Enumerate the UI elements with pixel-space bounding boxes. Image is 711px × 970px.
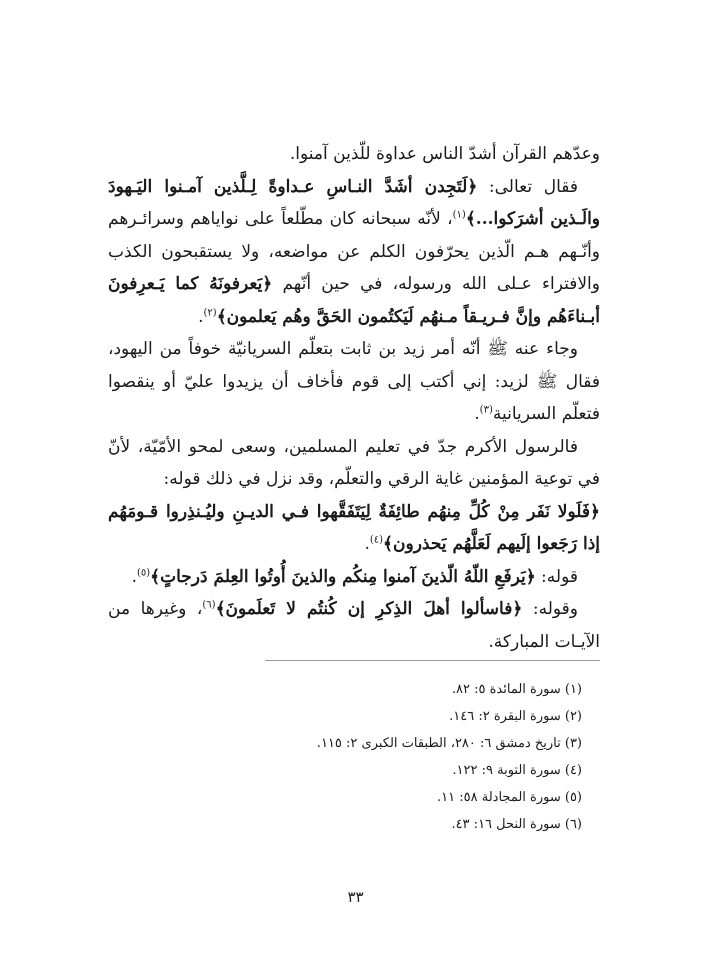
paragraph-6 (108, 561, 600, 594)
page-number: ٣٣ (347, 888, 364, 906)
quran-verse: ﴿يَعرفونَهُ كما يَـعرِفونَ أبـناءَهُم وإنَّ فـريـقاً مـنهُم لَيَكتُمون الحَقَّ وهُم يَعلمون﴾ (108, 274, 600, 327)
quran-verse: ﴿فَلَولا نَفَر مِنْ كُلِّ مِنهُم طائِفَةٌ لِيَتَفَقَّهوا فـي الديـنِ وليُـنذِروا قـومَهُم إذا رَجَعوا إلَيهم لَعَلَّهُم يَحذرون﴾ (108, 501, 600, 554)
quran-verse: ﴿لَتَجِدن أشَدَّ النـاسِ عـداوةً لِـلَّذين آمـنوا اليَـهودَ والَـذين أشرَكوا...﴾ (108, 176, 600, 229)
footnote-ref: (٦) (202, 599, 216, 611)
paragraph-5-end: . (364, 534, 370, 554)
footnote-ref: (٢) (203, 306, 217, 318)
paragraph-3-end: . (474, 404, 480, 424)
main-text (108, 138, 600, 658)
footnote-ref: (٤) (369, 534, 384, 546)
footnote-1: (١) سورة المائدة ٥: ٨٢. (451, 682, 582, 697)
footnote-ref: (٥) (136, 566, 151, 578)
paragraph-4: فالرسول الأكرم جدّ في تعليم المسلمين، وسعى لمحو الأمّيّة، لأنّ في توعية المؤمنين غاية الرقي والتعلّم، وقد نزل في ذلك قوله: (108, 436, 600, 489)
paragraph-6-intro: قوله: (535, 566, 578, 587)
paragraph-3 (108, 333, 600, 431)
footnote-2: (٢) سورة البقرة ٢: ١٤٦. (449, 709, 582, 724)
footnotes-list (265, 676, 582, 838)
footnote-6: (٦) سورة النحل ١٦: ٤٣. (451, 817, 582, 832)
quran-verse: ﴿فاسألوا أهلَ الذِكرِ إن كُنتُم لا تَعلَمونَ﴾ (215, 599, 523, 619)
paragraph-2-end: . (198, 306, 204, 327)
footnote-5: (٥) سورة المجادلة ٥٨: ١١. (437, 790, 582, 805)
footnote-ref: (٣) (479, 404, 493, 416)
paragraph-2 (108, 171, 600, 334)
paragraph-6-end: . (131, 566, 137, 587)
paragraph-7 (108, 593, 600, 658)
footnote-3: (٣) تاريخ دمشق ٦: ٢٨٠، الطبقات الكبرى ٢: ١١٥. (316, 736, 582, 751)
paragraph-7-intro: وقوله: (522, 599, 578, 619)
paragraph-2-text: ، لأنّه سبحانه كان مطّلعاً على نواياهم وسرائـرهم وأنّـهم هـم الّذين يحرّفون الكلم عن مواضعه، ولا يستقبحون الكذب والافتراء عـلى الله ورسوله، في حين أنّهم (108, 209, 600, 294)
footnote-ref: (١) (452, 209, 466, 221)
paragraph-7-text: ، وغيرها من الآيـات المباركة. (108, 599, 600, 652)
paragraph-5 (108, 496, 600, 561)
footnote-4: (٤) سورة التوبة ٩: ١٢٢. (452, 763, 582, 778)
paragraph-2-intro: فقال تعالى: (477, 176, 578, 197)
paragraph-3-text: وجاء عنه ﷺ أنّه أمر زيد بن ثابت بتعلّم السريانيّة خوفاً من اليهود، فقال ﷺ لزيد: إني أكتب إلى قوم فأخاف أن يزيدوا عليّ أو ينقصوا فتعلّم السريانية (108, 339, 600, 424)
footnote-separator (265, 660, 600, 661)
paragraph-1: وعدّهم القرآن أشدّ الناس عداوة للّذين آمنوا. (289, 144, 600, 164)
quran-verse: ﴿يَرفَعِ اللّهُ الّذينَ آمنوا مِنكُم والذينَ أُوتُوا العِلمَ دَرجاتٍ﴾ (150, 566, 536, 587)
